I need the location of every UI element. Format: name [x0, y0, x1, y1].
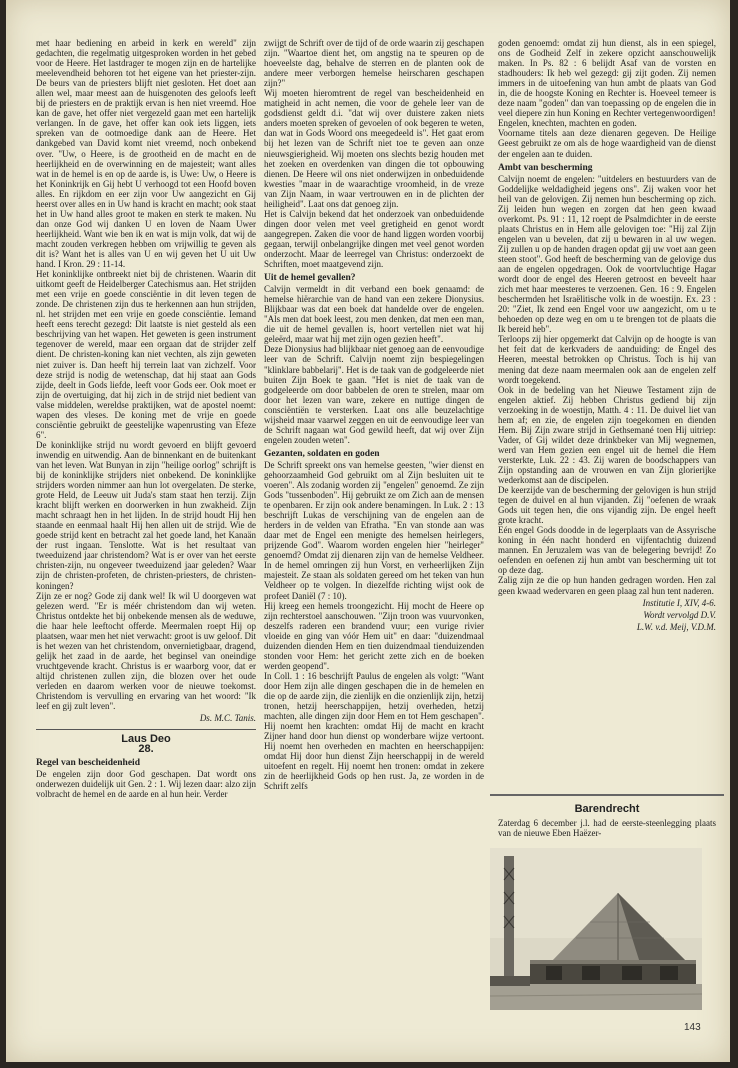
col1-paragraph: met haar bediening en arbeid in kerk en wereld" zijn gedachten, die regelmatig uitgesproken worden in het gebed voor de Heere. Het lastdrager te mogen zijn en de hartelijke meelevendheid behoren tot het eigene van het priester-zijn. De beurs van de priesters blijft niet gesloten. Het doet aan allen wel, maar meest aan de huisgenoten des geloofs leeft bij de priesters en de praktijk ervan is hen niet vreemd. Hoe kan de gave, het offer niet vergezeld gaan met een hartelijk verlangen. In de gave, het offer kan ook iets liggen, iets spreken van de ootmoedige dank aan de Heere. Het dankgebed van David komt niet vreemd, noch onbekend over. "Uw, o Heere, is de grootheid en de macht en de heerlijkheid en de overwinning en de majesteit; want alles wat in de hemel is en op de aarde is, is Uwe: Uw, o Heere is het Koninkrijk en Gij hebt U verhoogd tot een Hoofd boven alles. En rijkdom en eer zijn voor Uw aangezicht en Gij heerst over alles en in Uw hand is kracht en macht; ook staat het in Uw hand alles groot te maken en sterk te maken. Nu dan onze God wij danken U en loven de Naam Uwer heerlijkheid. Want wie ben ik en wat is mijn volk, dat wij de macht zouden verkregen hebben om vrijwillig te geven als dit is? Want het is alles van U en wij geven het U uit Uw hand. I Kron. 29 : 11-14. — [36, 38, 256, 270]
col2-paragraph: Deze Dionysius had blijkbaar niet genoeg aan de eenvoudige leer van de Schrift. Calvijn noemt zijn bespiegelingen "klinklare babbelarij". Het is de taak van de godgeleerde niet buiten Zijn Boek te gaan. "Het is niet de taak van de godgeleerde om door babbelen de oren te strelen, maar om door het lezen van ware, zekere en nuttige dingen de consciëntiën te versterken. Laat ons alle beuzelachtige wijsheid maar vaarwel zeggen en uit de eenvoudige leer van de Schrift nagaan wat God gewild heeft, dat wij over Zijn engelen zouden weten". — [264, 344, 484, 445]
col1-paragraph: De engelen zijn door God geschapen. Dat wordt ons onderwezen duidelijk uit Gen. 2 : 1. Wij lezen daar: alzo zijn volbracht de hemel en de aarde en al hun heir. Verder — [36, 769, 256, 800]
col3-paragraph: Voorname titels aan deze dienaren gegeven. De Heilige Geest gebruikt ze om als de hoge waardigheid van de dienst der engelen aan te duiden. — [498, 128, 716, 159]
source-reference: Institutie I, XIV, 4-6. — [642, 597, 716, 608]
col2-paragraph: Hij kreeg een hemels troongezicht. Hij mocht de Heere op zijn rechterstoel aanschouwen. "Zijn troon was vuurvonken, deszelfs raderen een brandend vuur; een vurige rivier vloeide en ging van vóór Hem uit" en daar: "duizendmaal duizenden dienden Hem en tien duizendmaal tienduizenden stonden voor Hem: het gericht zette zich en de boeken werden geopend". — [264, 600, 484, 671]
col3-paragraph: Terloops zij hier opgemerkt dat Calvijn op de hoogte is van het feit dat de kerkvaders de aanduiding: de Engel des Heeren, meestal betrokken op Christus. Toch is hij van mening dat deze naam meermalen ook aan de engelen zelf wordt toegekend. — [498, 334, 716, 385]
col2-paragraph: Wij moeten hieromtrent de regel van bescheidenheid en matigheid in acht nemen, die voor de gehele leer van de godsdienst geldt d.i. "dat wij over duistere zaken niets anders moeten spreken of gevoelen of ook begeren te weten, dan wat in Gods Woord ons meegedeeld is". Het gaat erom bij het lezen van de Schrift niet toe te geven aan onze nieuwsgierigheid. Wij moeten ons slechts bezig houden met het zoeken en overdenken van dingen die tot opbouwing dienen. De Heere wil ons niet onderwijzen in onbeduidende kwesties "maar in de waarachtige vroomheid, in de vreze van Zijn Naam, in waar vertrouwen en in de plichten der heiligheid". Laat ons dat genoeg zijn. — [264, 88, 484, 209]
church-photo — [490, 848, 702, 1010]
col2-paragraph: Calvijn vermeldt in dit verband een boek genaamd: de hemelse hiërarchie van de hand van een zekere Dionysius. Blijkbaar was dat een boek dat handelde over de engelen. "Als men dat boek leest, zou men denken, dat men een man, die uit de hemel gevallen is, hoort vertellen niet wat hij geleërd, maar wat hij met zijn ogen gezien heeft". — [264, 284, 484, 345]
author-signature: L.W. v.d. Meij, V.D.M. — [636, 621, 716, 632]
col3-paragraph: Ook in de bedeling van het Nieuwe Testament zijn de engelen aktief. Zij hebben Christus gediend bij zijn verzoeking in de woestijn, Matth. 4 : 11. De duivel liet van hem af; en zie, de engelen zijn toegekomen en dienden Hem. Bij Zijn zware strijd in Gethsemané toen Hij uitriep: Vader, of Gij wildet deze drinkbeker van Mij wegnemen, werd van Hem gezien een engel uit de hemel die Hem versterkte, Luk. 22 : 43. Zij waren de boodschappers van Zijn opstanding aan de vrouwen en van Zijn glorierijke wederkomst aan de discipelen. — [498, 384, 716, 486]
column-3 — [498, 38, 716, 798]
laus-deo-number: 28. — [138, 743, 154, 756]
col2-paragraph: zwijgt de Schrift over de tijd of de orde waarin zij geschapen zijn. "Waartoe dient het, om angstig na te speuren op de hoeveelste dag, behalve de sterren en de planten ook de andere meer verborgen hemelse heirscharen geschapen zijn?" — [264, 38, 484, 89]
col3-paragraph: Engelen, knechten, machten en goden. — [498, 118, 637, 129]
page-number: 143 — [684, 1022, 701, 1033]
col2-paragraph: In Coll. 1 : 16 beschrijft Paulus de engelen als volgt: "Want door Hem zijn alle dingen geschapen die in de hemelen en die op de aarde zijn, die zienlijk en die onzienlijk zijn, hetzij tronen, hetzij heerschappijen, hetzij overheden, hetzij machten, alle dingen zijn door Hem en tot Hem geschapen". Hij noemt hen krachten: omdat Hij de macht en kracht Zijner hand door hun dienst op wonderbare wijze vertoont. Hij noemt hen overheden en machten en heerschappijen: omdat Hij door hun dienst Zijn heerschappij in de wereld uitoefent en regelt. Hij noemt hen tronen: omdat in zekere zin de heerlijkheid Gods op hen rust. Ja, ze worden in de Schrift zelfs — [264, 670, 484, 792]
col3-paragraph: De keerzijde van de bescherming der gelovigen is hun strijd tegen de duivel en al hun vijanden. Zij "oefenen de wraak Gods uit tegen hen, die ons vijandig zijn. De engel heeft grote kracht. — [498, 485, 716, 526]
laus-deo-title: Laus Deo — [121, 733, 171, 746]
author-signature: Ds. M.C. Tanis. — [199, 713, 256, 724]
col2-paragraph: Het is Calvijn bekend dat het onderzoek van onbeduidende dingen door velen met veel gretigheid en genot wordt aangegrepen. Zaken die voor de hand liggen worden voorbij gegaan, terwijl onbelangrijke dingen met veel genot worden onderzocht. Maar de leerregel van Christus: onderzoekt de Schriften, moet maatgevend zijn. — [264, 208, 484, 270]
col3-paragraph: goden genoemd: omdat zij hun dienst, als in een spiegel, ons de Godheid Zelf in zekere opzicht aanschouwelijk maken. In Ps. 82 : 6 belijdt Asaf van de vorsten en stadhouders: Ik heb wel gezegd: gij zijt goden. Zij nemen immers in de uitoefening van hun ambt de plaats van God in, die de hoogste Koning en Rechter is. Hoeveel temeer is deze naam "goden" dan van toepassing op de engelen die in veel diepere zin hun Koning en Rechter vertegenwoordigen! — [498, 38, 716, 119]
column-2 — [264, 38, 484, 1038]
section-heading: Gezanten, soldaten en goden — [264, 448, 380, 459]
col3-paragraph: Eén engel Gods doodde in de legerplaats van de Assyrische koning in één nacht honderd en vijfentachtig duizend mannen. En Jeruzalem was van de belegering bevrijd! Zo oefenden en oefenen zij hun ambt van bescherming uit tot op deze dag. — [498, 525, 716, 576]
barendrecht-title: Barendrecht — [574, 803, 640, 815]
continued-note: Wordt vervolgd D.V. — [643, 609, 716, 620]
magazine-page — [6, 0, 730, 1062]
col1-paragraph: De koninklijke strijd nu wordt gevoerd en blijft gevoerd inwendig en uitwendig. Aan de binnenkant en de buitenkant van het leven. Wat Bunyan in zijn "heilige oorlog" schrijft is bij de koninklijke strijders niet onbekend. De koninklijke strijders worden nimmer aan hun lot overgelaten. De sterke, grote Held, de Leeuw uit Juda's stam staat hen terzij. Zijn kracht blijft werken en doorwerken in hun zwakheid. Zijn macht schraagt hen in het lijden. In de strijd houdt Hij hen staande en eenmaal haalt Hij hen allen uit de strijd. Wie de goede strijd kent en betracht zal het goede land, het Kanaän der rust ingaan. Tenslotte. Wat is het resultaat van tweeduizend jaar christendom? Wat is er over van het eerste christen-zijn, nu ongeveer tweeduizend jaar geleden? Waar zijn de christen-profeten, de christen-priesters, de christen-koningen? — [36, 439, 256, 591]
col3-paragraph: Calvijn noemt de engelen: "uitdelers en bestuurders van de Goddelijke weldadigheid jegens ons". Zij waken voor het heil van de gelovigen. Zij nemen hun bescherming op zich. Zij leiden hun wegen en zorgen dat hen geen kwaad overkomt. Ps. 91 : 11, 12 roept de Psalmdichter in de eerste plaats Christus en in Hem alle gelovigen toe: "Hij zal Zijn engelen van u bevelen, dat zij u bewaren in al uw wegen. Zij zullen u op de handen dragen opdat gij uw voet aan geen steen stoot". God heeft de bescherming van de gelovige dus aan de engelen opgedragen. Ook de voortvluchtige Hagar wordt door de engel des Heeren getroost en beveelt haar zich met haar meesteres te verzoenen. Gen. 16 : 9. Engelen beschermden het Israëlitische volk in de woestijn. Ex. 23 : 20: "Ziet, Ik zend een Engel voor uw aangezicht, om u te behoeden op deze weg en om u te brengen tot de plaats die Ik bereid heb". — [498, 173, 716, 335]
col2-paragraph: De Schrift spreekt ons van hemelse geesten, "wier dienst en gehoorzaamheid God gebruikt om al Zijn besluiten uit te voeren". Als zodanig worden zij "engelen" genoemd. Ze zijn Gods "tussenboden". Hij gebruikt ze om Zich aan de mensen te openbaren. Er zijn ook andere benamingen. In Luk. 2 : 13 beschrijft Lukas de verschijning van de engelen aan de herders in de velden van Efratha. "En van stonde aan was daar met de Engel een menigte des hemelsen heirlegers, prijzende God". Waarom worden engelen hier "heirleger" genoemd? Omdat zij dienaren zijn van de hemelse Veldheer. In de hemel omringen zij hun Vorst, en verheerlijken Zijn majesteit. Ze staan als soldaten gereed om het teken van hun Veldheer op te volgen. In diezelfde richting wijst ook de profeet Daniël (7 : 10). — [264, 459, 484, 601]
section-heading: Regel van bescheidenheid — [36, 758, 140, 769]
col3-paragraph: Zalig zijn ze die op hun handen gedragen worden. Hen zal geen kwaad wedervaren en geen plaag zal hun tent naderen. — [498, 575, 716, 596]
col1-paragraph: Het koninklijke ontbreekt niet bij de christenen. Waarin dit uitkomt geeft de Heidelberger Catechismus aan. Het strijden met een vrije en goede consciëntie in dit leven tegen de zonde. De christenen zijn dus te herkennen aan hun strijden, nl. het strijden met een vrije en goede consciëntie. Iemand heeft eens terecht gezegd: Dit laatste is niet gesteld als een beschrijving van het wapen. Het geweten is geen instrument tegenover de wereld, maar een orgaan dat de strijder zelf dient. De christen-koning kan niet vechten, als zijn geweten niet zuiver is. Dan heeft hij terrein laat van zichzelf. Voor deze strijd is nodig de wetenschap, dat hij staat aan Gods zijde, deelt in Gods liefde, leeft voor Gods eer. Ook moet er zijn de overtuiging, dat hij zich in de strijd niet bedient van valse middelen, wereldse praktijken, wat de apostel noemt: wapen des vleses. De koning met de vrije en goede consciëntie gebruikt de geestelijke wapenrusting van Efeze 6". — [36, 269, 256, 440]
laus-deo-box — [36, 729, 256, 754]
section-heading: Uit de hemel gevallen? — [264, 273, 356, 284]
barendrecht-text: Zaterdag 6 december j.l. had de eerste-steenlegging plaats van de nieuwe Eben Haëzer- — [498, 818, 716, 838]
section-heading: Ambt van bescherming — [498, 162, 593, 173]
col1-paragraph: Zijn ze er nog? Gode zij dank wel! Ik wil U doorgeven wat gelezen werd. "Er is méér christendom dan wij weten. Christus ontdekte het bij onbekende mensen als de weduwe, die haar hele leeftocht offerde. Meermalen roept Hij op plaatsen, waar men het niet verwacht: groot is uw geloof. Dit is het wezen van het christendom, onvernietigbaar, dragend, gelijk het zaad in de aarde, het beginsel van oneindige vruchtgevende kracht. Christus is er waarborg voor, dat er altijd christenen zullen zijn, die blozen over het oude verleden en daarom werken voor de nieuwe toekomst. Christendom is vervulling en ervaring van het woord: "Ik leef en gij zult leven". — [36, 590, 256, 712]
barendrecht-section — [490, 794, 724, 1042]
column-1 — [36, 38, 256, 938]
